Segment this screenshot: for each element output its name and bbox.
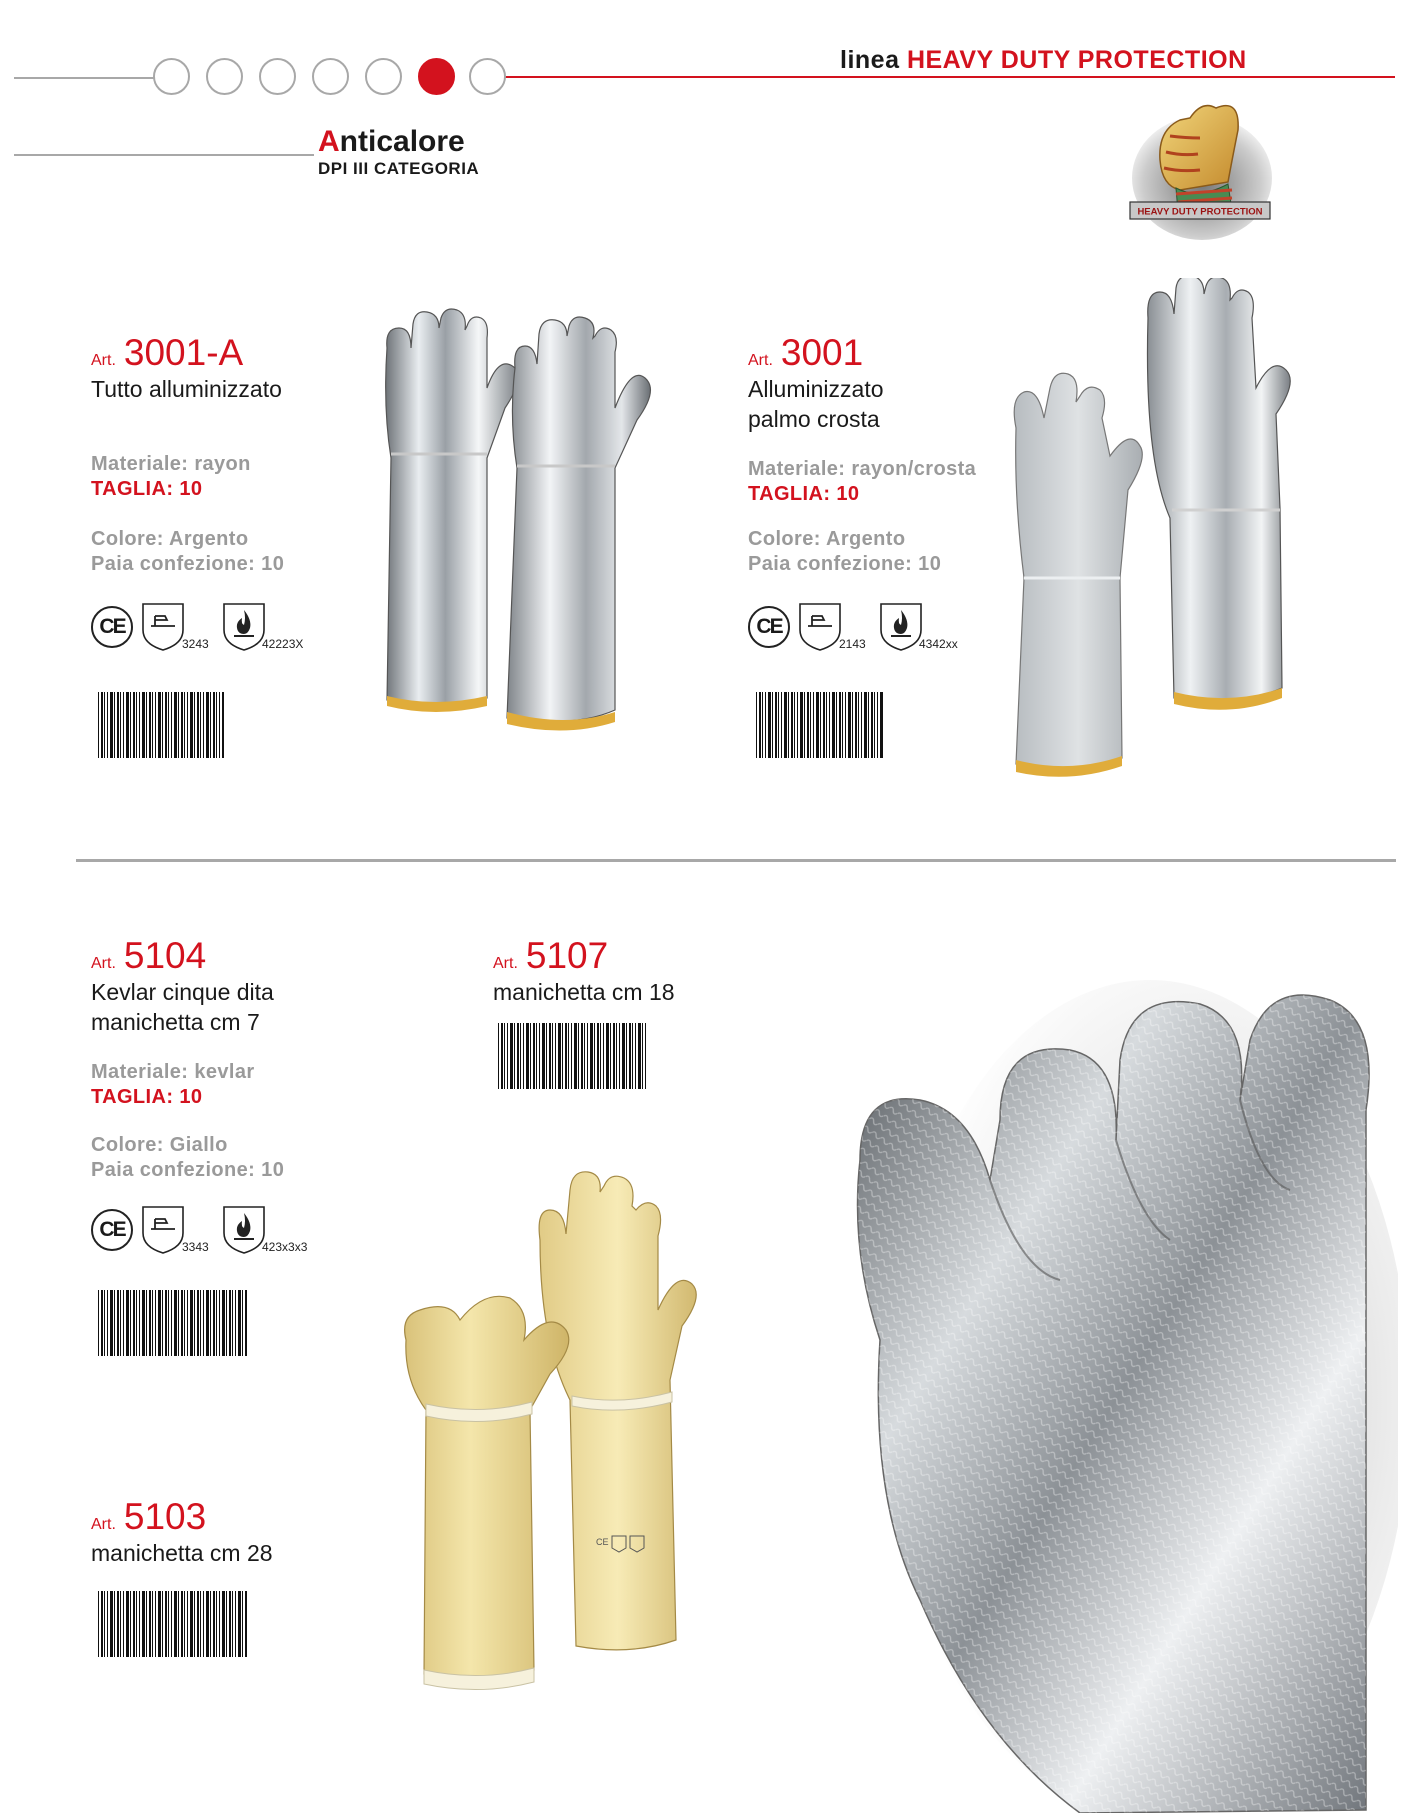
heat-flame-shield-icon: [222, 1205, 266, 1255]
art-3001a-materiale: Materiale: rayon: [91, 453, 251, 475]
section-rule: [14, 154, 314, 156]
product-line-prefix: linea: [840, 46, 900, 74]
svg-text:CE: CE: [596, 1537, 609, 1547]
art-3001a-glove-image: [375, 308, 725, 738]
art-number: 3001: [780, 332, 864, 373]
art-3001-code-mechanical: 2143: [839, 637, 866, 651]
kevlar-glove-image: [400, 1170, 760, 1720]
art-3001-code-heat: 4342xx: [919, 637, 958, 651]
mechanical-risk-shield-icon: [798, 602, 842, 652]
art-label: Art.: [748, 352, 773, 369]
art-5104-taglia: TAGLIA: 10: [91, 1086, 203, 1108]
aluminized-glove-closeup-image: [820, 980, 1398, 1813]
art-5104-colore: Colore: Giallo: [91, 1134, 228, 1156]
art-number: 5107: [525, 935, 609, 976]
art-3001-paia: Paia confezione: 10: [748, 553, 942, 575]
art-3001a-code-mechanical: 3243: [182, 637, 209, 651]
heat-flame-shield-icon: [222, 602, 266, 652]
art-3001a-code-heat: 42223X: [262, 637, 304, 651]
section-title-initial: A: [318, 125, 340, 158]
art-label: Art.: [493, 955, 518, 972]
art-3001-desc-line2: palmo crosta: [748, 406, 880, 432]
mechanical-risk-shield-icon: [141, 602, 185, 652]
art-5104-paia: Paia confezione: 10: [91, 1159, 285, 1181]
art-5104-code-mechanical: 3343: [182, 1240, 209, 1254]
progress-dot-6-active: [418, 58, 455, 95]
progress-dot-1: [153, 58, 190, 95]
section-title-rest: nticalore: [339, 125, 465, 158]
art-3001a-desc: Tutto alluminizzato: [91, 376, 282, 402]
art-number: 3001-A: [123, 332, 244, 373]
art-3001-certifications: [748, 602, 1008, 662]
art-label: Art.: [91, 955, 116, 972]
header-rule-right: [505, 76, 1395, 78]
art-3001-colore: Colore: Argento: [748, 528, 906, 550]
heavy-duty-badge: [1120, 90, 1280, 250]
art-5107-desc: manichetta cm 18: [493, 979, 675, 1005]
product-line-title: [840, 46, 1247, 75]
art-3001a-certifications: [91, 602, 351, 662]
mechanical-risk-shield-icon: [141, 1205, 185, 1255]
art-number: 5103: [123, 1496, 207, 1537]
art-5104-code-heat: 423x3x3: [262, 1240, 308, 1254]
section-divider: [76, 859, 1396, 862]
art-3001a-colore: Colore: Argento: [91, 528, 249, 550]
progress-dot-7: [469, 58, 506, 95]
progress-dot-4: [312, 58, 349, 95]
ce-mark-icon: CE: [91, 1209, 133, 1251]
art-label: Art.: [91, 1516, 116, 1533]
art-5103-barcode: [98, 1591, 248, 1657]
progress-dot-2: [206, 58, 243, 95]
product-line-name: HEAVY DUTY PROTECTION: [906, 46, 1247, 74]
header-rule-left: [14, 77, 154, 79]
art-3001a-paia: Paia confezione: 10: [91, 553, 285, 575]
art-5104-materiale: Materiale: kevlar: [91, 1061, 255, 1083]
ce-mark-icon: CE: [91, 606, 133, 648]
art-3001-desc-line1: Alluminizzato: [748, 376, 884, 402]
art-number: 5104: [123, 935, 207, 976]
art-5104-certifications: [91, 1205, 351, 1265]
art-5107-barcode: [498, 1023, 646, 1089]
progress-dot-3: [259, 58, 296, 95]
art-5104-desc-line2: manichetta cm 7: [91, 1009, 260, 1035]
ce-mark-icon: CE: [748, 606, 790, 648]
art-5104-barcode: [98, 1290, 248, 1356]
art-5103-desc: manichetta cm 28: [91, 1540, 273, 1566]
art-3001-glove-image: [1010, 278, 1310, 788]
art-3001a-barcode: [98, 692, 224, 758]
section-title: [318, 125, 465, 159]
art-3001a-taglia: TAGLIA: 10: [91, 478, 203, 500]
heat-flame-shield-icon: [879, 602, 923, 652]
heavy-duty-badge-text: HEAVY DUTY PROTECTION: [1137, 206, 1263, 218]
art-3001-barcode: [756, 692, 884, 758]
art-label: Art.: [91, 352, 116, 369]
art-3001-taglia: TAGLIA: 10: [748, 483, 860, 505]
progress-dot-5: [365, 58, 402, 95]
section-subtitle: DPI III CATEGORIA: [318, 159, 480, 178]
art-3001-materiale: Materiale: rayon/crosta: [748, 458, 977, 480]
art-5104-desc-line1: Kevlar cinque dita: [91, 979, 274, 1005]
